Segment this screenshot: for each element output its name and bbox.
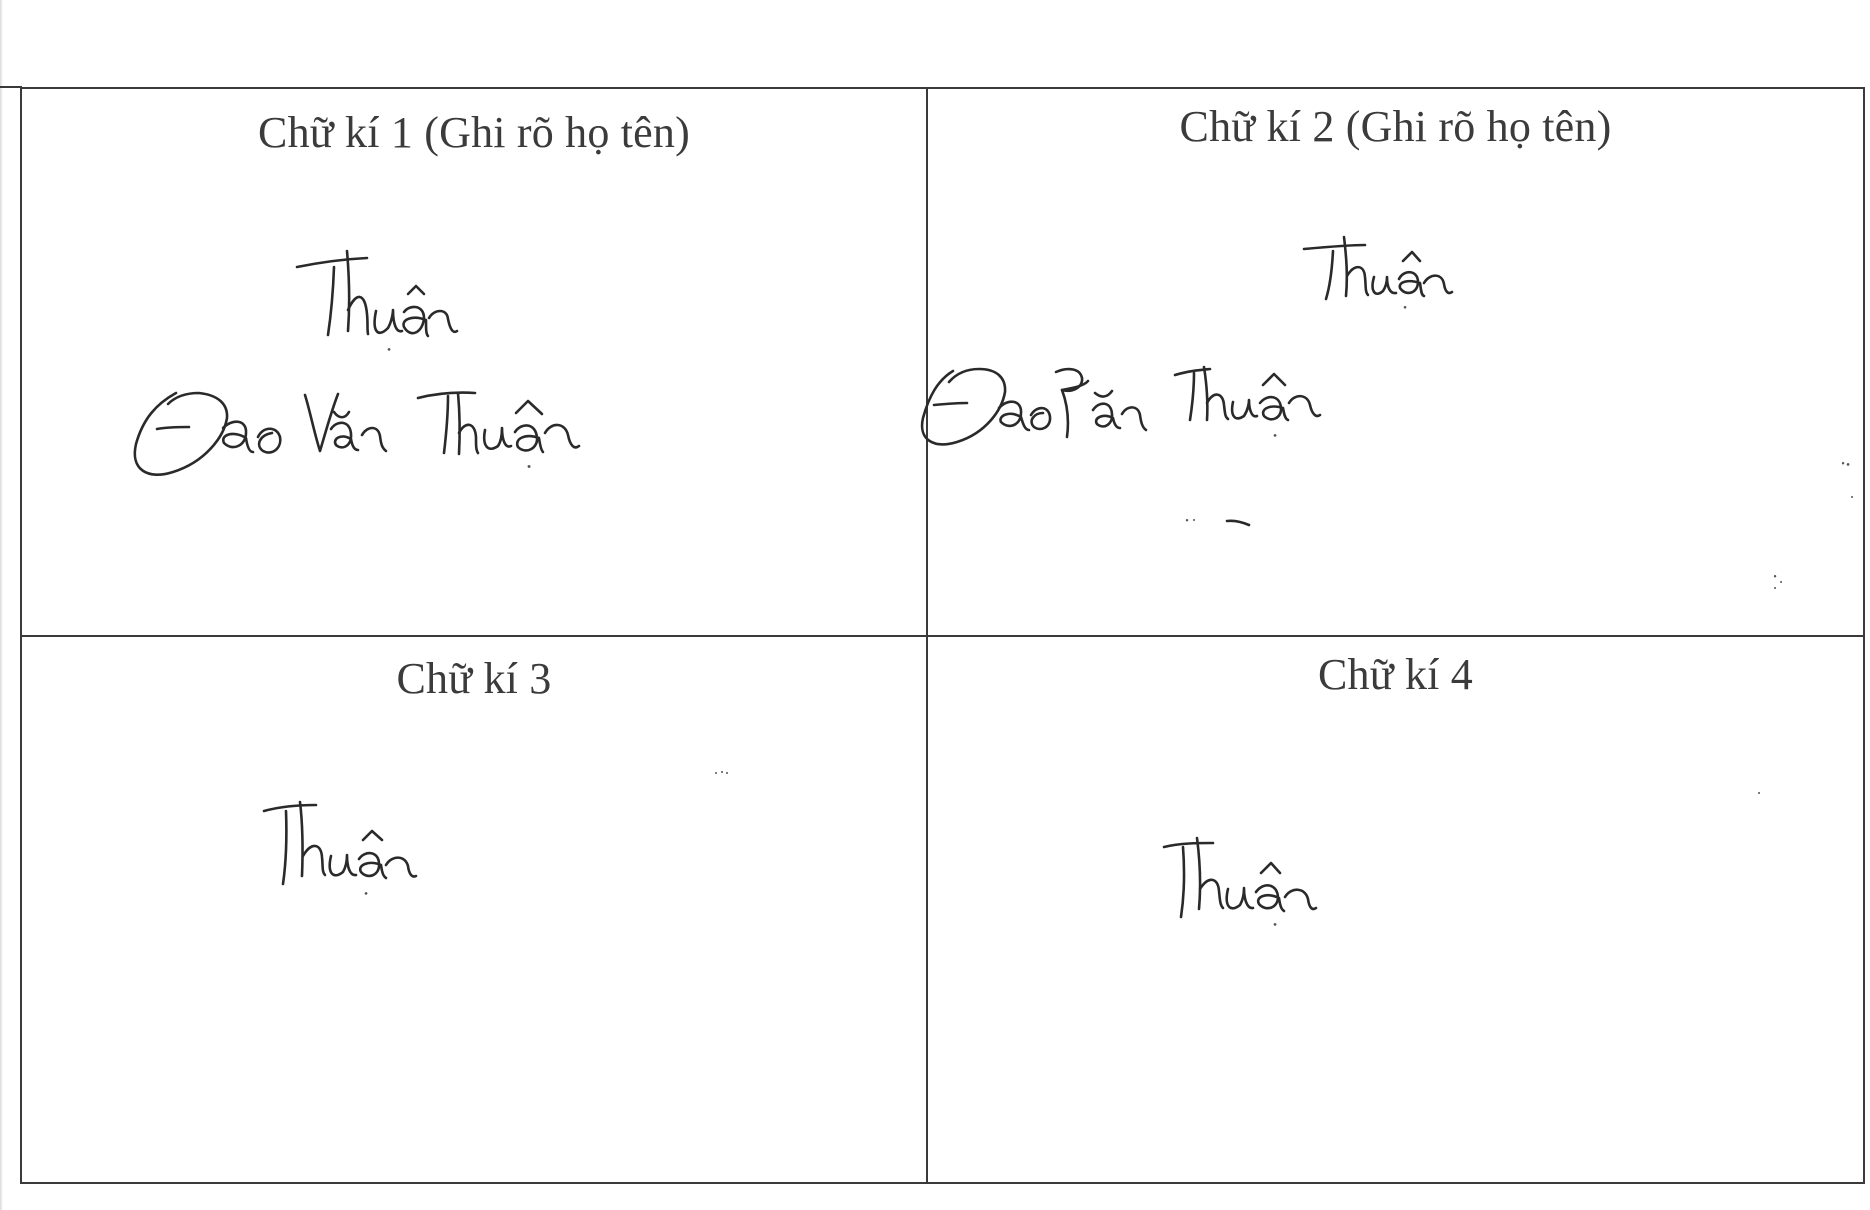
signature-cell-1-title: Chữ kí 1 (Ghi rõ họ tên) xyxy=(258,108,690,157)
signature-table xyxy=(20,87,1865,1184)
scan-edge xyxy=(0,0,3,1210)
signature-3-handwriting xyxy=(22,637,926,1182)
signature-cell-3-title: Chữ kí 3 xyxy=(396,654,552,703)
top-rule xyxy=(0,86,22,88)
signature-cell-1 xyxy=(22,89,926,635)
signature-2-full-handwriting xyxy=(928,89,1863,635)
signature-cell-2 xyxy=(928,89,1863,635)
signature-cell-2-title: Chữ kí 2 (Ghi rõ họ tên) xyxy=(1179,102,1612,151)
signature-4-handwriting xyxy=(928,637,1863,1182)
signature-cell-4-title: Chữ kí 4 xyxy=(1317,650,1474,699)
signature-cell-4 xyxy=(928,637,1863,1182)
signature-1-full-handwriting xyxy=(22,89,926,635)
signature-cell-3 xyxy=(22,637,926,1182)
